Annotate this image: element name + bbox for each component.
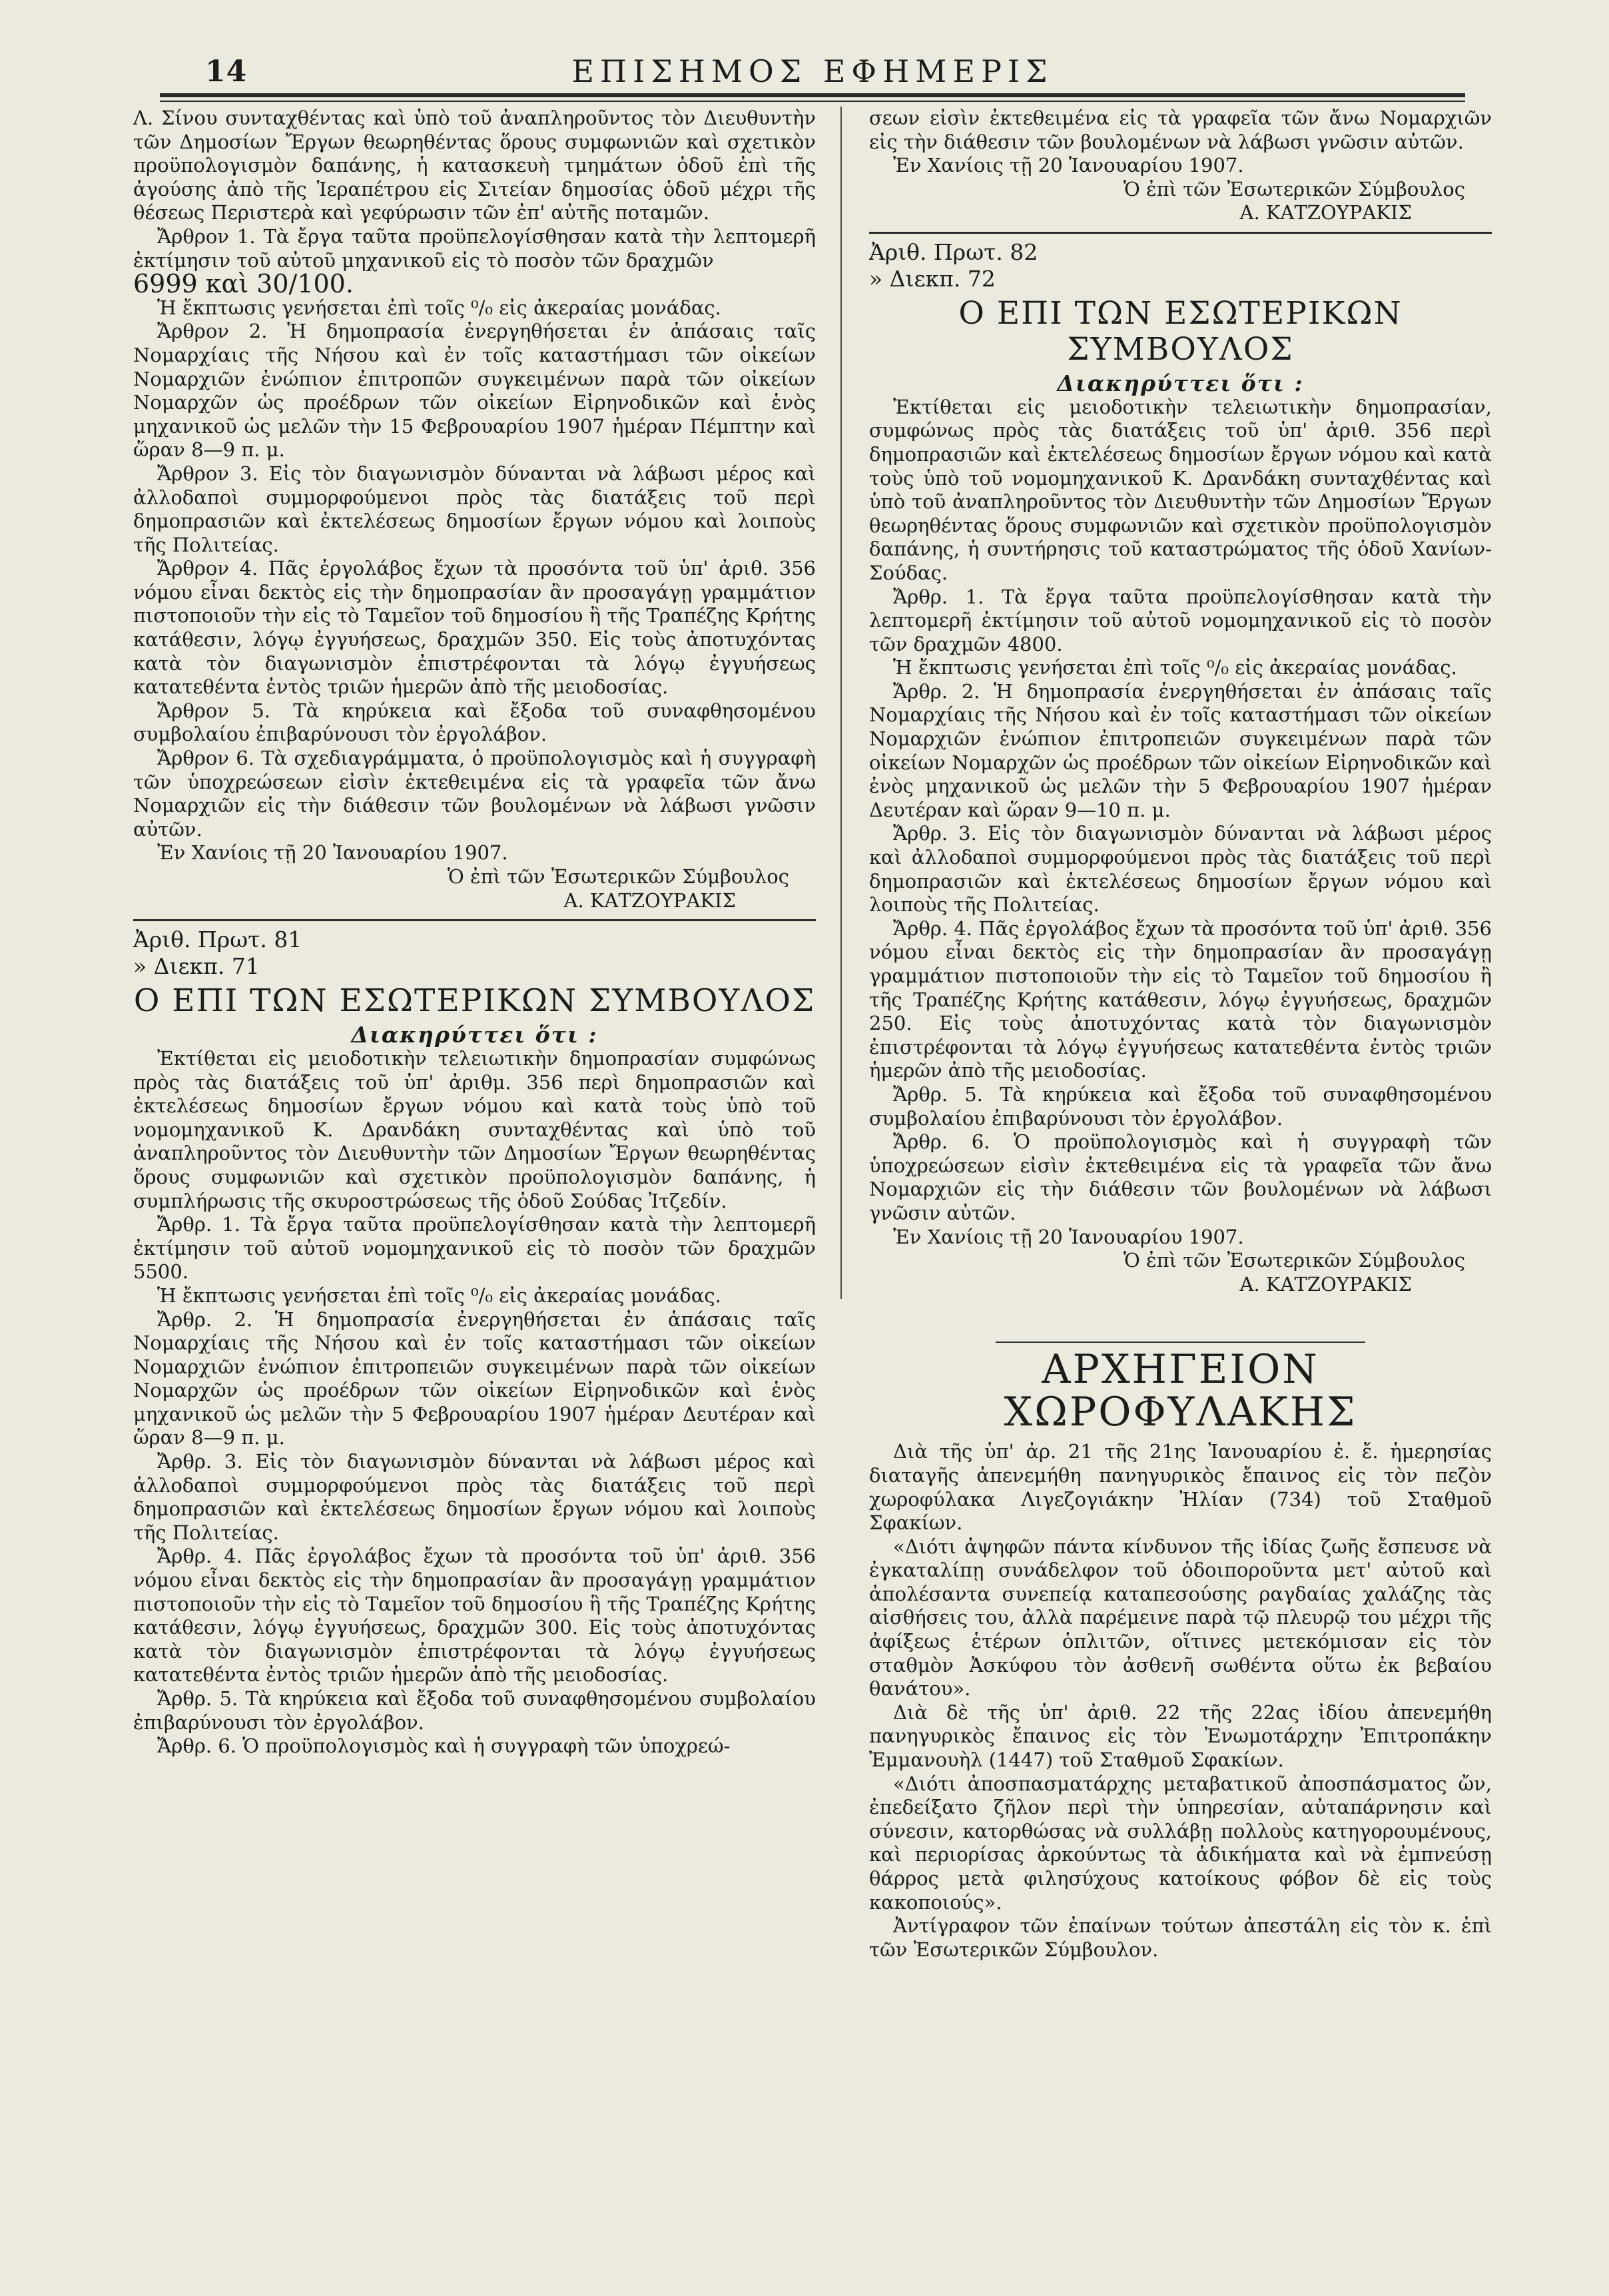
commendation-1: Διὰ τῆς ὑπ' ἀρ. 21 τῆς 21ης Ἰανουαρίου ἐ. ἔ. ἡμερησίας διαταγῆς ἀπενεμήθη πανηγυρικὸς ἔπαινος εἰς τὸν πεζὸν χωροφύλακα Λιγεζογιάκην Ἠλίαν (734) τοῦ Σταθμοῦ Σφακίων. (869, 1440, 1492, 1535)
section-separator (869, 232, 1492, 234)
notice-article-6: Ἄρθρ. 6. Ὁ προϋπολογισμὸς καὶ ἡ συγγραφὴ τῶν ὑποχρεώσεων εἰσὶν ἐκτεθειμένα εἰς τὰ γραφεῖα τῶν ἄνω Νομαρχιῶν εἰς τὴν διάθεσιν τῶν βουλομένων νὰ λάβωσι γνῶσιν αὐτῶν. (869, 1130, 1492, 1224)
notice-article-1: Ἄρθρ. 1. Τὰ ἔργα ταῦτα προϋπελογίσθησαν κατὰ τὴν λεπτομερῆ ἐκτίμησιν τοῦ αὐτοῦ νομομηχανικοῦ εἰς τὸ ποσὸν τῶν δραχμῶν 5500. (133, 1213, 816, 1284)
article-1-amount: 6999 καὶ 30/100. (133, 269, 354, 299)
signature-role: Ὁ ἐπὶ τῶν Ἐσωτερικῶν Σύμβουλος (1123, 177, 1465, 200)
article-6: Ἄρθρον 6. Τὰ σχεδιαγράμματα, ὁ προϋπολογισμὸς καὶ ἡ συγγραφὴ τῶν ὑποχρεώσεων εἰσὶν ἐκτεθειμένα εἰς τὰ γραφεῖα τῶν ἄνω Νομαρχιῶν εἰς τὴν διάθεσιν τῶν βουλομένων νὰ λάβωσι γνῶσιν αὐτῶν. (133, 747, 816, 841)
date-line: Ἐν Χανίοις τῇ 20 Ἰανουαρίου 1907. (893, 154, 1244, 177)
header-rule (160, 93, 1465, 97)
continued-paragraph: σεων εἰσὶν ἐκτεθειμένα εἰς τὰ γραφεῖα τῶν ἄνω Νομαρχιῶν εἰς τὴν διάθεσιν τῶν βουλομένων νὰ λάβωσι γνῶσιν αὐτῶν. (869, 107, 1492, 153)
commendation-2: Διὰ δὲ τῆς ὑπ' ἀριθ. 22 τῆς 22ας ἰδίου ἀπενεμήθη πανηγυρικὸς ἔπαινος εἰς τὸν Ἐνωμοτάρχην Ἐπιτροπάκην Ἐμμανουὴλ (1447) τοῦ Σταθμοῦ Σφακίων. (869, 1701, 1492, 1772)
notice-article-1: Ἄρθρ. 1. Τὰ ἔργα ταῦτα προϋπελογίσθησαν κατὰ τὴν λεπτομερῆ ἐκτίμησιν τοῦ αὐτοῦ νομομηχανικοῦ εἰς τὸ ποσὸν τῶν δραχμῶν 4800. (869, 585, 1492, 655)
commendation-2-quote: «Διότι ἀποσπασματάρχης μεταβατικοῦ ἀποσπάσματος ὤν, ἐπεδείξατο ζῆλον περὶ τὴν ὑπηρεσίαν, αὐταπάρνησιν καὶ σύνεσιν, κατορθώσας νὰ συλλάβῃ πολλοὺς κατηγορουμένους, καὶ περιορίσας ἀρκούντως τὰ ἀδικήματα καὶ νὰ ἐμπνεύσῃ θάρρος μετὰ φιλησύχους κατοίκους φόβον δὲ εἰς τοὺς κακοποιούς». (869, 1772, 1492, 1914)
commendation-1-quote: «Διότι ἀψηφῶν πάντα κίνδυνον τῆς ἰδίας ζωῆς ἔσπευσε νὰ ἐγκαταλίπῃ συνάδελφον τοῦ ὁδοιποροῦντα μετ' αὐτοῦ καὶ ἀπολέσαντα συνεπείᾳ καταπεσούσης ραγδαίας χαλάζης τὰς αἰσθήσεις του, ἀλλὰ παρέμεινε παρὰ τῷ πλευρῷ του μέχρι τῆς ἀφίξεως ἑτέρων ὁπλιτῶν, οἵτινες μετεκόμισαν εἰς τὸν σταθμὸν Ἀσκύφου τὸν ἀσθενῆ σωθέντα οὕτω ἐκ βεβαίου θανάτου». (869, 1535, 1492, 1701)
section-separator-short (996, 1341, 1365, 1343)
notice-article-5: Ἄρθρ. 5. Τὰ κηρύκεια καὶ ἔξοδα τοῦ συναφθησομένου συμβολαίου ἐπιβαρύνουσι τὸν ἐργολάβον. (869, 1082, 1492, 1130)
date-line: Ἐν Χανίοις τῇ 20 Ἰανουαρίου 1907. (157, 841, 508, 865)
notice-article-4: Ἄρθρ. 4. Πᾶς ἐργολάβος ἔχων τὰ προσόντα τοῦ ὑπ' ἀριθ. 356 νόμου εἶναι δεκτὸς εἰς τὴν δημοπρασίαν ἂν προσαγάγῃ γραμμάτιον πιστοποιοῦν τὴν εἰς τὸ Ταμεῖον τοῦ δημοσίου ἢ τῆς Τραπέζης Κρήτης κατάθεσιν, λόγῳ ἐγγυήσεως, δραχμῶν 250. Εἰς τοὺς ἀποτυχόντας κατὰ τὸν διαγωνισμὸν ἐπιστρέφονται τὰ λόγῳ ἐγγυήσεως κατατεθέντα ἐντὸς τριῶν ἡμερῶν ἀπὸ τῆς μειοδοσίας. (869, 917, 1492, 1082)
article-5: Ἄρθρον 5. Τὰ κηρύκεια καὶ ἔξοδα τοῦ συναφθησομένου συμβολαίου ἐπιβαρύνουσι τὸν ἐργολάβον. (133, 699, 816, 746)
article-2: Ἄρθρον 2. Ἡ δημοπρασία ἐνεργηθήσεται ἐν ἁπάσαις ταῖς Νομαρχίαις τῆς Νήσου καὶ ἐν τοῖς καταστήμασι τῶν οἰκείων Νομαρχιῶν ἐνώπιον ἐπιτροπῶν συγκειμένων παρὰ τῶν οἰκείων Νομαρχῶν ὡς προέδρων τῶν οἰκείων Εἰρηνοδικῶν καὶ ἑνὸς μηχανικοῦ ὡς μελῶν τὴν 15 Φεβρουαρίου 1907 ἡμέραν Πέμπτην καὶ ὥραν 8—9 π. μ. (133, 320, 816, 462)
continued-paragraph: Λ. Σίνου συνταχθέντας καὶ ὑπὸ τοῦ ἀναπληροῦντος τὸν Διευθυντὴν τῶν Δημοσίων Ἔργων θεωρηθέντας ὅρους συμφωνιῶν καὶ σχετικὸν προϋπολογισμὸν δαπάνης, ἡ κατασκευὴ τμημάτων ὁδοῦ ἐπὶ τῆς ἀγούσης ἀπὸ τῆς Ἱεραπέτρου εἰς Σιτείαν δημοσίας ὁδοῦ μέχρι τῆς θέσεως Περιστερὰ καὶ γεφύρωσιν τῶν ἐπ' αὐτῆς ποταμῶν. (133, 107, 816, 224)
page-header (160, 47, 1465, 100)
notice-article-2: Ἄρθρ. 2. Ἡ δημοπρασία ἐνεργηθήσεται ἐν ἁπάσαις ταῖς Νομαρχίαις τῆς Νήσου καὶ ἐν τοῖς καταστήμασι τῶν οἰκείων Νομαρχιῶν ἐνώπιον ἐπιτροπειῶν συγκειμένων παρὰ τῶν οἰκείων Νομαρχῶν ὡς προέδρων τῶν οἰκείων Εἰρηνοδικῶν καὶ ἑνὸς μηχανικοῦ ὡς μελῶν τὴν 5 Φεβρουαρίου 1907 ἡμέραν Δευτέραν καὶ ὥραν 9—10 π. μ. (869, 679, 1492, 821)
dispatch-number: » Διεκπ. 71 (133, 953, 260, 979)
header-rule-thin (160, 101, 1465, 102)
dispatch-number: » Διεκπ. 72 (869, 265, 996, 292)
signature-name: Α. ΚΑΤΖΟΥΡΑΚΙΣ (1239, 201, 1412, 224)
notice-intro: Ἐκτίθεται εἰς μειοδοτικὴν τελειωτικὴν δημοπρασίαν, συμφώνως πρὸς τὰς διατάξεις τοῦ ὑπ' ἀριθ. 356 περὶ δημοπρασιῶν καὶ ἐκτελέσεως δημοσίων ἔργων νόμου καὶ κατὰ τοὺς ὑπὸ τοῦ νομομηχανικοῦ Κ. Δρανδάκη συνταχθέντας καὶ ὑπὸ τοῦ ἀναπληροῦντος τὸν Διευθυντὴν τῶν Δημοσίων Ἔργων θεωρηθέντας ὅρους συμφωνιῶν καὶ σχετικὸν προϋπολογισμὸν δαπάνης, ἡ συντήρησις τοῦ καταστρώματος τῆς ὁδοῦ Χανίων-Σούδας. (869, 395, 1492, 584)
article-4: Ἄρθρον 4. Πᾶς ἐργολάβος ἔχων τὰ προσόντα τοῦ ὑπ' ἀριθ. 356 νόμου εἶναι δεκτὸς εἰς τὴν δημοπρασίαν ἂν προσαγάγῃ γραμμάτιον πιστοποιοῦν τὴν εἰς τὸ Ταμεῖον τοῦ δημοσίου ἢ τῆς Τραπέζης Κρήτης κατάθεσιν, λόγῳ ἐγγυήσεως, δραχμῶν 350. Εἰς τοὺς ἀποτυχόντας κατὰ τὸν διαγωνισμὸν ἐπιστρέφονται τὰ λόγῳ ἐγγυήσεως κατατεθέντα ἐντὸς τριῶν ἡμερῶν ἀπὸ τῆς μειοδοσίας. (133, 557, 816, 699)
publication-title: ΕΠΙΣΗΜΟΣ ΕΦΗΜΕΡΙΣ (571, 53, 1054, 89)
notice-article-3: Ἄρθρ. 3. Εἰς τὸν διαγωνισμὸν δύνανται νὰ λάβωσι μέρος καὶ ἀλλοδαποὶ συμμορφούμενοι πρὸς τὰς διατάξεις τοῦ περὶ δημοπρασιῶν καὶ ἐκτελέσεως δημοσίων ἔργων νόμου καὶ λοιποὺς τῆς Πολιτείας. (869, 822, 1492, 917)
spacer (869, 1296, 1492, 1336)
discount-note: Ἡ ἔκπτωσις γενήσεται ἐπὶ τοῖς ⁰/₀ εἰς ἀκεραίας μονάδας. (157, 296, 721, 319)
article-3: Ἄρθρον 3. Εἰς τὸν διαγωνισμὸν δύνανται νὰ λάβωσι μέρος καὶ ἀλλοδαποὶ συμμορφούμενοι πρὸς τὰς διατάξεις τοῦ περὶ δημοπρασιῶν καὶ ἐκτελέσεως δημοσίων ἔργων νόμου καὶ λοιποὺς τῆς Πολιτείας. (133, 462, 816, 556)
notice-discount-note: Ἡ ἔκπτωσις γενήσεται ἐπὶ τοῖς ⁰/₀ εἰς ἀκεραίας μονάδας. (893, 656, 1457, 679)
right-column (869, 107, 1492, 1962)
protocol-number: Ἀριθ. Πρωτ. 82 (869, 238, 1038, 265)
section-title: ΑΡΧΗΓΕΙΟΝ ΧΩΡΟΦΥΛΑΚΗΣ (1004, 1346, 1357, 1436)
notice-intro: Ἐκτίθεται εἰς μειοδοτικὴν τελειωτικὴν δημοπρασίαν συμφώνως πρὸς τὰς διατάξεις τοῦ ὑπ' ἀριθμ. 356 περὶ δημοπρασιῶν καὶ ἐκτελέσεως δημοσίων ἔργων νόμου καὶ κατὰ τοὺς ὑπὸ τοῦ νομομηχανικοῦ Κ. Δρανδάκη συνταχθέντας καὶ ὑπὸ τοῦ ἀναπληροῦντος τὸν Διευθυντὴν τῶν Δημοσίων Ἔργων θεωρηθέντας ὅρους συμφωνιῶν καὶ σχετικὸν προϋπολογισμὸν δαπάνης, ἡ συμπλήρωσις τῆς σκυροστρώσεως τῆς ὁδοῦ Σούδας Ἰτζεδίν. (133, 1046, 816, 1212)
declaration-heading: Διακηρύττει ὅτι : (351, 1022, 598, 1048)
notice-title: Ο ΕΠΙ ΤΩΝ ΕΣΩΤΕΡΙΚΩΝ ΣΥΜΒΟΥΛΟΣ (133, 982, 816, 1020)
notice-article-6: Ἄρθρ. 6. Ὁ προϋπολογισμὸς καὶ ἡ συγγραφὴ τῶν ὑποχρεώ- (157, 1734, 731, 1758)
signature-name: Α. ΚΑΤΖΟΥΡΑΚΙΣ (563, 889, 736, 912)
article-1: Ἄρθρον 1. Τὰ ἔργα ταῦτα προϋπελογίσθησαν κατὰ τὴν λεπτομερῆ ἐκτίμησιν τοῦ αὐτοῦ μηχανικοῦ εἰς τὸ ποσὸν τῶν δραχμῶν (133, 224, 816, 272)
page-number: 14 (205, 55, 248, 89)
closing-note: Ἀντίγραφον τῶν ἐπαίνων τούτων ἀπεστάλη εἰς τὸν κ. ἐπὶ τῶν Ἐσωτερικῶν Σύμβουλον. (869, 1914, 1492, 1961)
signature-role: Ὁ ἐπὶ τῶν Ἐσωτερικῶν Σύμβουλος (447, 865, 789, 888)
notice-title: Ο ΕΠΙ ΤΩΝ ΕΣΩΤΕΡΙΚΩΝ ΣΥΜΒΟΥΛΟΣ (958, 295, 1403, 368)
notice-article-4: Ἄρθρ. 4. Πᾶς ἐργολάβος ἔχων τὰ προσόντα τοῦ ὑπ' ἀριθ. 356 νόμου εἶναι δεκτὸς εἰς τὴν δημοπρασίαν ἂν προσαγάγῃ γραμμάτιον πιστοποιοῦν τὴν εἰς τὸ Ταμεῖον τοῦ δημοσίου ἢ τῆς Τραπέζης Κρήτης κατάθεσιν, λόγῳ ἐγγυήσεως, δραχμῶν 300. Εἰς τοὺς ἀποτυχόντας κατὰ τὸν διαγωνισμὸν ἐπιστρέφονται τὰ λόγῳ ἐγγυήσεως κατατεθέντα ἐντὸς τριῶν ἡμερῶν ἀπὸ τῆς μειοδοσίας. (133, 1545, 816, 1687)
column-divider (840, 107, 842, 1299)
signature-name-2: Α. ΚΑΤΖΟΥΡΑΚΙΣ (1239, 1272, 1412, 1296)
protocol-number: Ἀριθ. Πρωτ. 81 (133, 927, 302, 953)
signature-role-2: Ὁ ἐπὶ τῶν Ἐσωτερικῶν Σύμβουλος (1123, 1249, 1465, 1272)
notice-article-2: Ἄρθρ. 2. Ἡ δημοπρασία ἐνεργηθήσεται ἐν ἁπάσαις ταῖς Νομαρχίαις τῆς Νήσου καὶ ἐν τοῖς καταστήμασι τῶν οἰκείων Νομαρχιῶν ἐνώπιον ἐπιτροπειῶν συγκειμένων παρὰ τῶν οἰκείων Νομαρχῶν ὡς προέδρων τῶν οἰκείων Εἰρηνοδικῶν καὶ ἑνὸς μηχανικοῦ ὡς μελῶν τὴν 5 Φεβρουαρίου 1907 ἡμέραν Δευτέραν καὶ ὥραν 8—9 π. μ. (133, 1308, 816, 1449)
notice-article-3: Ἄρθρ. 3. Εἰς τὸν διαγωνισμὸν δύνανται νὰ λάβωσι μέρος καὶ ἀλλοδαποὶ συμμορφούμενοι πρὸς τὰς διατάξεις τοῦ περὶ δημοπρασιῶν καὶ ἐκτελέσεως δημοσίων ἔργων νόμου καὶ λοιποὺς τῆς Πολιτείας. (133, 1450, 816, 1544)
declaration-heading: Διακηρύττει ὅτι : (1057, 370, 1304, 397)
notice-article-5: Ἄρθρ. 5. Τὰ κηρύκεια καὶ ἔξοδα τοῦ συναφθησομένου συμβολαίου ἐπιβαρύνουσι τὸν ἐργολάβον. (133, 1687, 816, 1734)
left-column (133, 107, 816, 1758)
notice-discount-note: Ἡ ἔκπτωσις γενήσεται ἐπὶ τοῖς ⁰/₀ εἰς ἀκεραίας μονάδας. (157, 1284, 721, 1307)
date-line-2: Ἐν Χανίοις τῇ 20 Ἰανουαρίου 1907. (893, 1225, 1244, 1248)
section-separator (133, 919, 816, 921)
